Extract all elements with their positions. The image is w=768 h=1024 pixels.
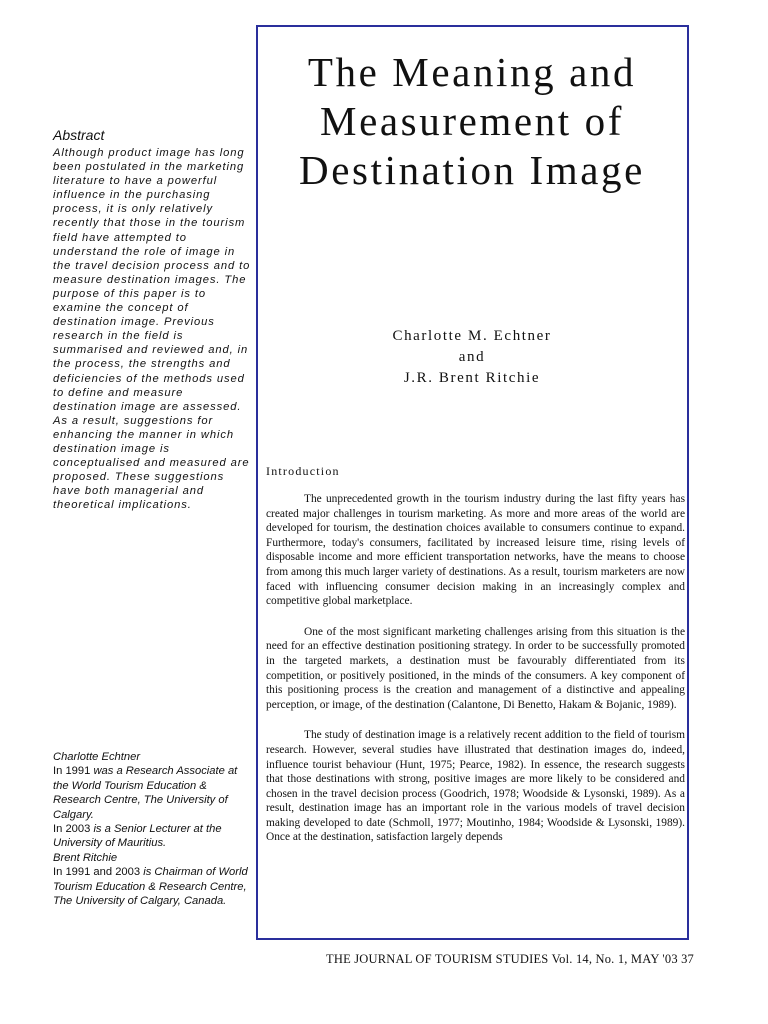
journal-name: THE JOURNAL OF TOURISM STUDIES	[326, 952, 549, 966]
author-ritchie: J.R. Brent Ritchie	[403, 370, 541, 386]
bio-echtner-2003: In 2003 is a Senior Lecturer at the University of Mauritius.	[53, 823, 222, 850]
article-authors	[260, 326, 684, 389]
authors-and: and	[458, 349, 486, 365]
paragraph: The unprecedented growth in the tourism industry during the last fifty years has created major challenges in tourism marketing. As more and more areas of the world are developed for tourism, the destination choices available to consumers continue to expand. Furthermore, today's consumers, facilitated by increased leisure time, rising levels of disposable income and more efficient transportation networks, have the means to choose from among this much larger variety of destinations. As a result, tourism marketers are now faced with influencing consumer decision making in an increasingly complex and competitive global marketplace.	[266, 493, 685, 608]
bio-name-ritchie: Brent Ritchie	[53, 851, 118, 864]
article-body	[266, 492, 685, 861]
issue-info: Vol. 14, No. 1, MAY '03 37	[548, 952, 694, 966]
bio-echtner-1991: In 1991 was a Research Associate at the World Tourism Education & Research Centre, The University of Calgary.	[53, 765, 238, 821]
section-heading-introduction: Introduction	[266, 464, 340, 478]
paragraph: The study of destination image is a relatively recent addition to the field of tourism research. However, several studies have illustrated that destination images do, indeed, influence tourist behaviour (Hunt, 1975; Pearce, 1982). In essence, the research suggests that those destinations with strong, positive images are more likely to be considered and chosen in the travel decision process (Goodrich, 1978; Woodside & Lysonski, 1989). As a result, destination image has an important role in the various models of travel decision making developed to date (Schmoll, 1977; Moutinho, 1984; Woodside & Lysonski, 1989). Once at the destination, satisfaction largely depends	[266, 729, 685, 844]
abstract-text: Although product image has long been postulated in the marketing literature to have a powerful influence in the purchasing process, it is only relatively recently that those in the tourism field have attempted to understand the role of image in the travel decision process and to measure destination images. The purpose of this paper is to examine the concept of destination image. Previous research in the field is summarised and reviewed and, in the process, the strengths and deficiencies of the methods used to define and measure destination image are assessed. As a result, suggestions for enhancing the manner in which destination image is conceptualised and measured are proposed. These suggestions have both managerial and theoretical implications.	[53, 147, 251, 512]
paragraph: One of the most significant marketing challenges arising from this situation is the need for an effective destination positioning strategy. In order to be successfully promoted in the targeted markets, a destination must be favourably differentiated from its competition, or positively positioned, in the minds of the consumers. A key component of this positioning process is the creation and management of a distinctive and appealing perception, or image, of the destination (Calantone, Di Benetto, Hakam & Bojanic, 1989).	[266, 625, 685, 711]
article-title: The Meaning and Measurement of Destination Image	[299, 49, 645, 193]
abstract-heading: Abstract	[53, 127, 105, 143]
author-bio	[53, 750, 253, 908]
bio-ritchie: In 1991 and 2003 is Chairman of World Tourism Education & Research Centre, The University of Calgary, Canada.	[53, 866, 248, 908]
bio-name-echtner: Charlotte Echtner	[53, 751, 141, 763]
abstract-column	[53, 127, 251, 512]
author-echtner: Charlotte M. Echtner	[392, 328, 552, 344]
page-footer	[0, 952, 694, 967]
